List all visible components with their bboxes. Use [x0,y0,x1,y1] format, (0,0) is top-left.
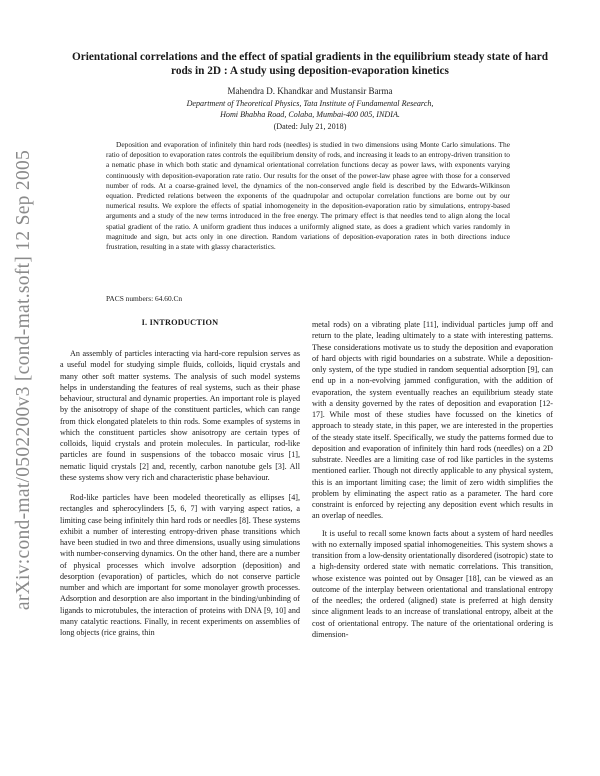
paragraph: An assembly of particles interacting via hard-core repulsion serves as a useful model for studying simple fluids, colloids, liquid crystals and many other soft matter systems. The analysis of such model systems helps in understanding the features of real systems, such as their phase behaviour, structural and dynamic properties. An important role is played by the anisotropy of shape of the constituent particles, which can range from thick elongated platelets to thin rods. Some examples of systems in which the constituent particles show anisotropy are certain types of colloids, liquid crystals and protein molecules. In particular, rod-like particles are found in suspensions of the tobacco mosaic virus [1], nematic liquid crystals [2] and, recently, carbon nanotube gels [3]. All these systems show very rich and characteristic phase behaviour. [60,349,300,482]
paper-date: (Dated: July 21, 2018) [273,122,347,131]
paragraph: Rod-like particles have been modeled theoretically as ellipses [4], rectangles and spherocylinders [5, 6, 7] with varying aspect ratios, a limiting case being infinitely thin hard rods or needles [8]. These systems exhibit a number of interesting entropy-driven phase transitions which have been studied in two and three dimensions, usually using simulations with number-conserving dynamics. On the other hand, there are a number of physical processes which involve adsorption (deposition) and desorption (evaporation) of particles, which do not conserve particle number and which are important for some monolayer growth processes. Adsorption and desorption are also important in the binding/unbinding of ligands to microtubules, the interaction of proteins with DNA [9, 10] and many catalytic reactions. Finally, in recent experiments on assemblies of long objects (rice grains, thin [60,493,300,637]
affiliation-line-2: Homi Bhabha Road, Colaba, Mumbai-400 005, INDIA. [220,110,400,119]
pacs-numbers: PACS numbers: 64.60.Cn [106,294,183,303]
affiliation-line-1: Department of Theoretical Physics, Tata Institute of Fundamental Research, [186,99,434,108]
paragraph: metal rods) on a vibrating plate [11], individual particles jump off and return to the plate, leading ultimately to a state with interesting patterns. These considerations motivate us to study the deposition and evaporation of hard objects with rigid boundaries on a substrate. While a deposition-only system, of the type studied in random sequential adsorption [9], can end up in a non-evolving jammed configuration, with the addition of evaporation, the system eventually reaches an equilibrium steady state with a density governed by the rates of deposition and evaporation [12-17]. While most of these studies have focussed on the kinetics of approach to steady state, in this paper, we are interested in the properties of the steady state itself. Specifically, we study the patterns formed due to deposition and evaporation of infinitely thin hard rods (needles) on a 2D substrate. Needles are a limiting case of rod like particles in the systems mentioned earlier. Though not directly applicable to any physical system, this is an important limiting case; the limit of zero width simplifies the problem by eliminating the aspect ratio as a parameter. The hard core constraint is enforced by rejecting any deposition event which results in an overlap of needles. [312,320,553,521]
left-column [60,348,300,638]
section-heading-introduction: I. INTRODUCTION [141,318,219,327]
author-affiliation [60,98,560,120]
paragraph: It is useful to recall some known facts about a system of hard needles with no externally imposed spatial inhomogeneities. This system shows a transition from a low-density orientationally disordered (isotropic) state to a high-density ordered state with nematic correlations. This transition, whose existence was pointed out by Onsager [18], can be viewed as an outcome of the interplay between orientational and translational entropy of the needles; the ordered (aligned) state is preferred at high density since alignment leads to an increase of translational entropy, albeit at the cost of orientational entropy. The nature of the orientational ordering is dimension- [312,528,553,639]
paper-authors: Mahendra D. Khandkar and Mustansir Barma [227,86,393,96]
paper-title: Orientational correlations and the effect of spatial gradients in the equilibrium steady state of hard rods in 2D : A study using deposition-evaporation kinetics [71,51,549,77]
arxiv-identifier-text: arXiv:cond-mat/0502200v3 [cond-mat.soft] 12 Sep 2005 [13,149,35,611]
arxiv-identifier-stamp [8,120,40,640]
right-column [312,319,553,640]
abstract: Deposition and evaporation of infinitely thin hard rods (needles) is studied in two dimensions using Monte Carlo simulations. The ratio of deposition to evaporation rates controls the equilibrium density of rods, and increasing it leads to an entropy-driven transition to a nematic phase in which both static and dynamical orientational correlation functions decay as power laws, with exponents varying continuously with deposition-evaporation rate ratio. Our results for the onset of the power-law phase agree with those for a conserved number of rods. At a coarse-grained level, the dynamics of the non-conserved angle field is described by the Edwards-Wilkinson equation. Predicted relations between the exponents of the quadrupolar and octupolar correlation functions are borne out by our numerical results. We explore the effects of spatial inhomogeneity in the deposition-evaporation ratio by simulations, entropy-based arguments and a study of the new terms introduced in the free energy. The primary effect is that needles tend to align along the local spatial gradient of the ratio. A uniform gradient thus induces a uniformly aligned state, as does a gradient which varies randomly in magnitude and sign, but acts only in one direction. Random variations of deposition-evaporation rates in both directions induce frustration, resulting in a state with glassy characteristics. [106,140,510,252]
